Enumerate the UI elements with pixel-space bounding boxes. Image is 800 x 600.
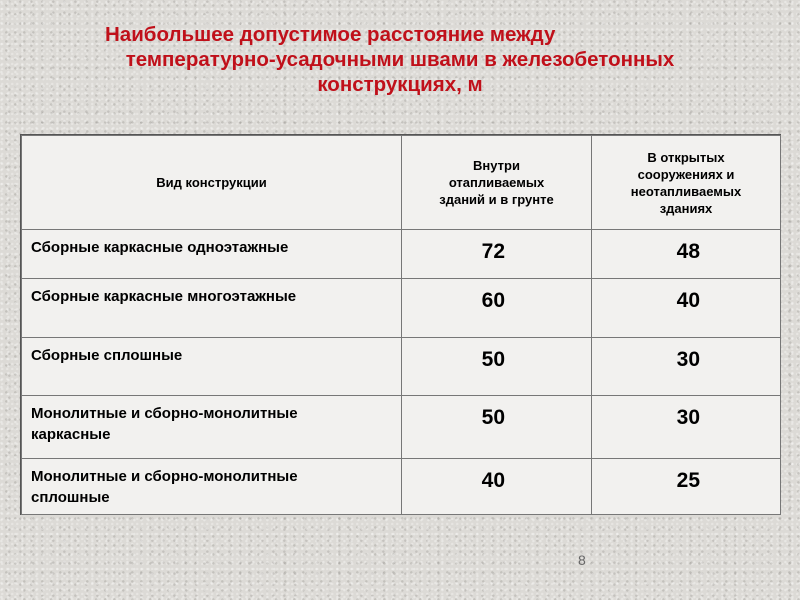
construction-type-cell: [22, 230, 402, 279]
heated-distance-cell: 60: [402, 279, 592, 338]
table-row: [22, 279, 781, 338]
header-construction-type: [22, 136, 402, 230]
title-line-3: конструкциях, м: [317, 73, 483, 96]
table-header-row: [22, 136, 781, 230]
construction-type-cell: [22, 396, 402, 459]
header-heated-line: отапливаемых: [448, 175, 545, 190]
construction-type-cell: [22, 459, 402, 515]
open-distance-cell: 40: [592, 279, 781, 338]
open-distance-cell: 48: [592, 230, 781, 279]
joint-distance-table: [21, 135, 781, 515]
title-line-2: температурно-усадочными швами в железобетонных: [125, 48, 675, 71]
header-heated-line: Внутри: [473, 158, 520, 173]
header-open-line: неотапливаемых: [630, 183, 742, 199]
open-distance-cell: 30: [592, 338, 781, 396]
table-row: [22, 230, 781, 279]
construction-type-cell: [22, 279, 402, 338]
construction-type-line: сплошные: [31, 489, 110, 506]
header-open-structures: [592, 136, 781, 230]
table-row: [22, 459, 781, 515]
table-row: [22, 338, 781, 396]
open-distance-cell: 30: [592, 396, 781, 459]
slide-title: [40, 22, 760, 97]
construction-type-line: каркасные: [31, 426, 111, 443]
construction-type-line: Сборные сплошные: [31, 347, 183, 364]
heated-distance-cell: 50: [402, 396, 592, 459]
construction-type-line: Монолитные и сборно-монолитные: [31, 468, 298, 485]
heated-distance-cell: 50: [402, 338, 592, 396]
header-heated-line: зданий и в грунте: [439, 192, 554, 207]
heated-distance-cell: 72: [402, 230, 592, 279]
open-distance-cell: 25: [592, 459, 781, 515]
title-line-1: Наибольшее допустимое расстояние между: [105, 23, 556, 46]
header-open-line: В открытых: [647, 149, 725, 165]
header-open-line: сооружениях и: [637, 166, 735, 182]
construction-type-line: Сборные каркасные одноэтажные: [31, 239, 289, 256]
construction-type-line: Монолитные и сборно-монолитные: [31, 405, 298, 422]
page-number: 8: [578, 552, 586, 568]
header-construction-type-label: Вид конструкции: [156, 175, 267, 190]
table-row: [22, 396, 781, 459]
construction-type-cell: [22, 338, 402, 396]
construction-type-line: Сборные каркасные многоэтажные: [31, 288, 297, 305]
header-heated-buildings: [402, 136, 592, 230]
heated-distance-cell: 40: [402, 459, 592, 515]
joint-distance-table-frame: [20, 134, 781, 515]
header-open-line: зданиях: [659, 200, 713, 216]
